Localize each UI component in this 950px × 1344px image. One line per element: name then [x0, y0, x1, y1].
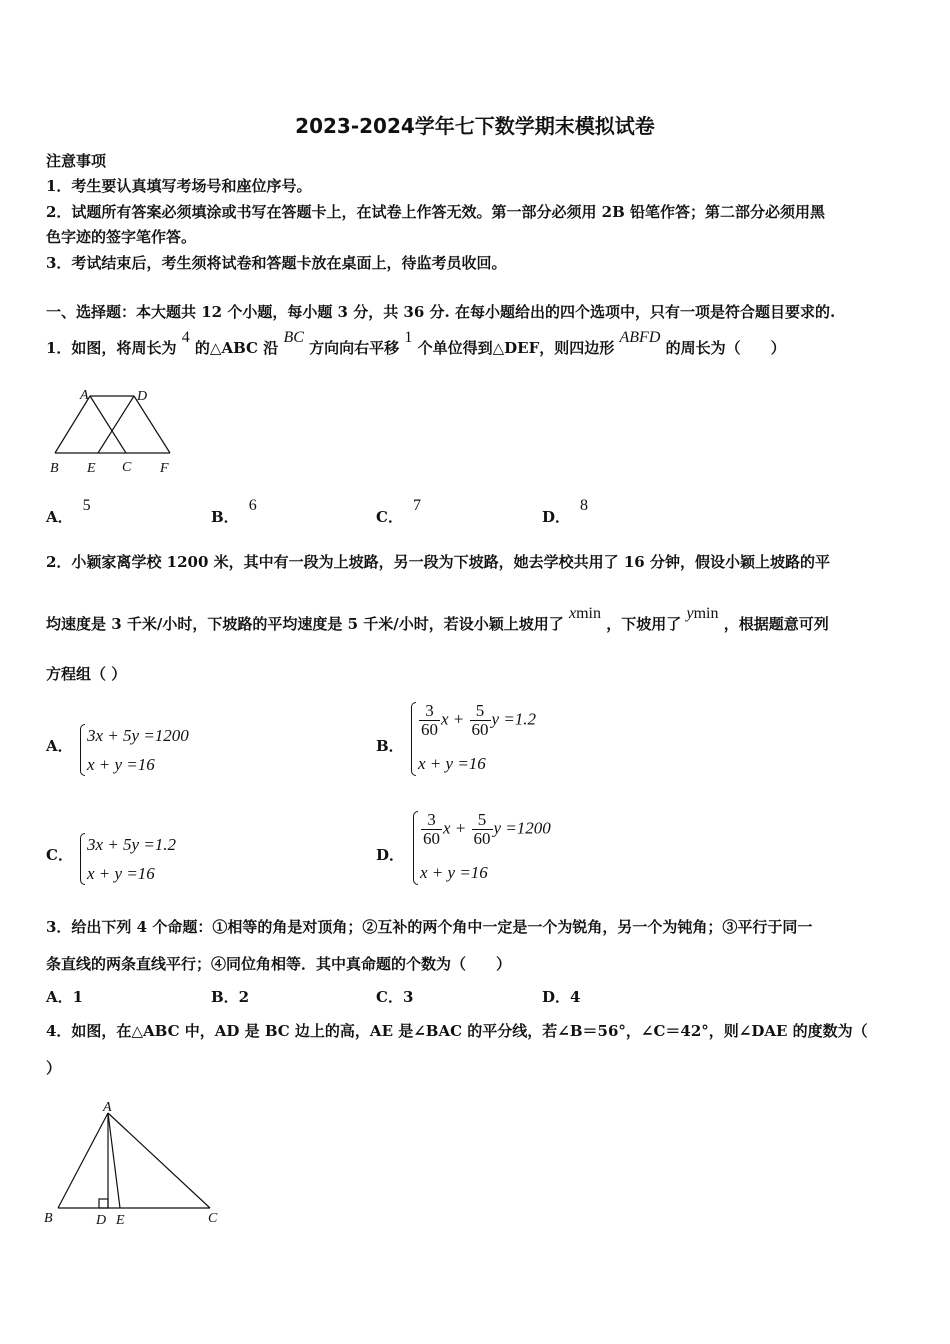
q2-option-a-eq-1: 3x + 5y =1200	[87, 726, 189, 745]
question-1-text	[46, 329, 786, 357]
q4-fig-label-b: B	[44, 1211, 53, 1226]
q1-option-b-value: 6	[248, 497, 257, 514]
q1-part5: 的周长为（ ）	[665, 339, 786, 357]
q1-shift: 1	[404, 329, 413, 346]
q2-option-c-eq-1: 3x + 5y =1.2	[87, 835, 177, 854]
page-title: 2023-2024学年七下数学期末模拟试卷	[295, 114, 655, 138]
q1-fig-label-d: D	[137, 389, 148, 404]
q1-figure	[42, 386, 182, 481]
question-2-line-1: 2．小颖家离学校 1200 米，其中有一段为上坡路，另一段为下坡路，她去学校共用了 16 分钟，假设小颖上坡路的平	[46, 553, 830, 571]
q2-b-mid: x +	[441, 709, 465, 729]
question-3-line-1: 3．给出下列 4 个命题：①相等的角是对顶角；②互补的两个角中一定是一个为锐角，另一个为钝角；③平行于同一	[46, 918, 813, 936]
q2-b-tail: y =1.2	[491, 709, 537, 729]
question-3-line-2: 条直线的两条直线平行；④同位角相等．其中真命题的个数为（ ）	[46, 955, 512, 973]
q1-option-d-value: 8	[580, 497, 589, 514]
q1-part4: 个单位得到△DEF，则四边形	[417, 339, 615, 357]
q1-option-a[interactable]	[46, 497, 91, 526]
section-heading: 一、选择题：本大题共 12 个小题，每小题 3 分，共 36 分. 在每小题给出的四个选项中，只有一项是符合题目要求的.	[46, 303, 836, 321]
q2-d-mid: x +	[443, 818, 467, 838]
notes-heading: 注意事项	[46, 152, 107, 170]
q1-option-c-value: 7	[412, 497, 421, 514]
q4-fig-label-e: E	[116, 1213, 125, 1228]
q2-xvar: x	[568, 605, 577, 622]
q3-option-a[interactable]: A．1	[46, 988, 84, 1006]
q1-fig-label-a: A	[80, 388, 89, 403]
q1-fig-label-c: C	[122, 460, 132, 475]
q2-min-2: min	[693, 605, 719, 622]
q3-option-d[interactable]: D．4	[542, 988, 581, 1006]
note-item-3: 3．考试结束后，考生须将试卷和答题卡放在桌面上，待监考员收回。	[46, 254, 507, 272]
q2-b-frac-1: $\frac{3}{60}$	[421, 701, 438, 739]
q2-b-frac-2: $\frac{5}{60}$	[471, 701, 489, 739]
q2-min-1: min	[576, 605, 601, 622]
q1-option-d-label: D．	[542, 508, 571, 526]
q2-d-tail: y =1200	[493, 818, 551, 838]
q2-option-d-brace	[413, 811, 418, 885]
q2-option-d-eq-1	[420, 811, 551, 848]
q1-option-c-label: C．	[376, 508, 403, 526]
q2-option-c-eq-2: x + y =16	[87, 864, 155, 883]
q1-fig-label-e: E	[87, 461, 96, 476]
q1-part1: 1．如图，将周长为	[46, 339, 177, 357]
q1-perimeter: 4	[181, 329, 190, 346]
q1-option-b[interactable]	[211, 497, 257, 526]
q4-fig-label-d: D	[96, 1213, 107, 1228]
q1-part2: 的△ABC 沿	[194, 339, 279, 357]
q4-fig-label-a: A	[103, 1100, 112, 1115]
q2-option-a-eq-2: x + y =16	[87, 755, 155, 774]
q2-d-frac-2: $\frac{5}{60}$	[473, 810, 491, 848]
q2-option-b-label[interactable]: B．	[376, 737, 404, 755]
question-4-line-1: 4．如图，在△ABC 中，AD 是 BC 边上的高，AE 是∠BAC 的平分线，若∠B＝56°，∠C＝42°，则∠DAE 的度数为（	[46, 1022, 868, 1040]
q2-option-a-label[interactable]: A．	[46, 737, 73, 755]
q2-option-d-label[interactable]: D．	[376, 846, 405, 864]
q2-text-c: ，根据题意可列	[723, 615, 829, 633]
q3-option-b[interactable]: B．2	[211, 988, 250, 1006]
q4-fig-label-c: C	[208, 1211, 218, 1226]
q1-fig-label-f: F	[160, 461, 169, 476]
q2-text-a: 均速度是 3 千米/小时，下坡路的平均速度是 5 千米/小时，若设小颖上坡用了	[46, 615, 564, 633]
note-item-2-cont: 色字迹的签字笔作答。	[46, 228, 197, 246]
q1-option-b-label: B．	[211, 508, 239, 526]
q2-yvar: y	[686, 605, 694, 622]
note-item-1: 1．考生要认真填写考场号和座位序号。	[46, 177, 312, 195]
q2-option-a-brace	[80, 724, 85, 776]
question-4-line-2: ）	[46, 1059, 62, 1077]
q2-option-b-brace	[411, 702, 416, 776]
question-2-line-3: 方程组（ ）	[46, 665, 127, 683]
q1-option-a-label: A．	[46, 508, 73, 526]
q1-option-c[interactable]	[376, 497, 421, 526]
q3-option-c[interactable]: C．3	[376, 988, 414, 1006]
q2-text-b: ，下坡用了	[606, 615, 682, 633]
question-2-line-2	[46, 605, 829, 633]
q2-option-c-label[interactable]: C．	[46, 846, 73, 864]
q2-option-c-brace	[80, 833, 85, 885]
q1-abfd: ABFD	[619, 329, 661, 346]
q2-d-frac-1: $\frac{3}{60}$	[423, 810, 440, 848]
q1-option-d[interactable]	[542, 497, 589, 526]
q1-option-a-value: 5	[82, 497, 91, 514]
q1-part3: 方向向右平移	[309, 339, 400, 357]
q1-bc: BC	[283, 329, 304, 346]
q2-option-d-eq-2: x + y =16	[420, 863, 488, 882]
note-item-2: 2．试题所有答案必须填涂或书写在答题卡上，在试卷上作答无效。第一部分必须用 2B 铅笔作答；第二部分必须用黑	[46, 203, 826, 221]
q4-figure	[40, 1096, 230, 1236]
q1-fig-label-b: B	[50, 461, 59, 476]
q2-option-b-eq-1	[418, 702, 536, 739]
q2-option-b-eq-2: x + y =16	[418, 754, 486, 773]
